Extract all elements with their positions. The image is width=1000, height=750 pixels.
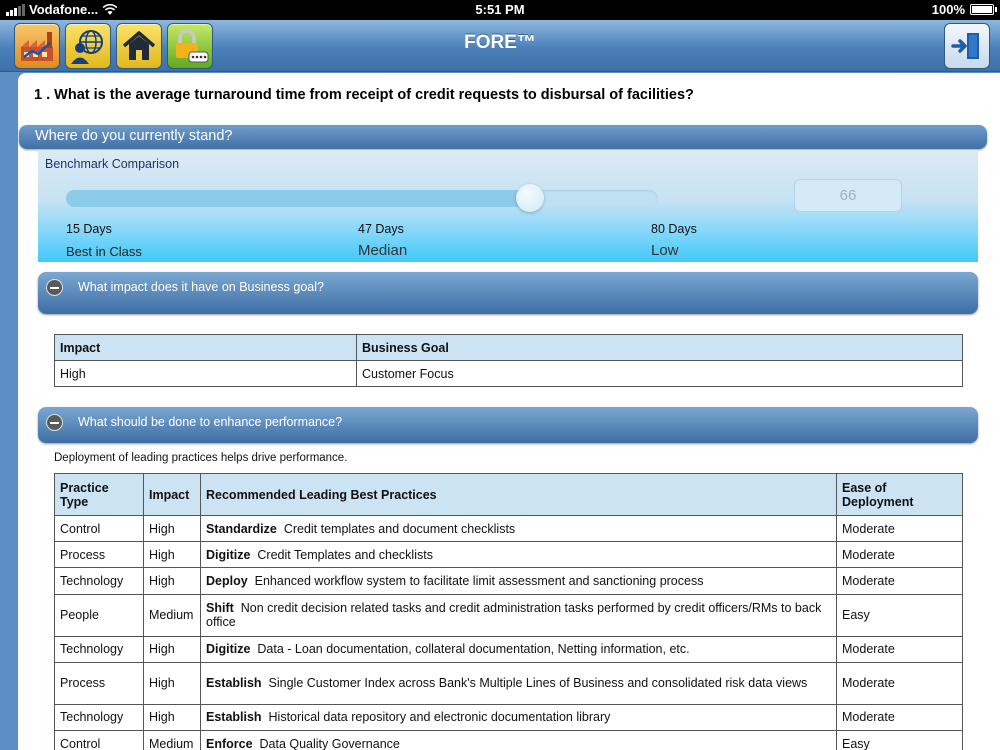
table-row [55,730,963,750]
impact-column-header: Impact [144,474,201,516]
practice-cell [201,594,837,636]
practice-cell [201,636,837,662]
app-title: FORE™ [464,32,536,53]
table-row [55,704,963,730]
practices-column-header: Recommended Leading Best Practices [201,474,837,516]
practice-description: Historical data repository and electronic documentation library [268,710,611,725]
ease-cell: Moderate [837,516,963,542]
practice-cell [201,704,837,730]
impact-cell: High [144,516,201,542]
battery-percent: 100% [931,2,965,17]
practice-action: Standardize [206,521,277,536]
practice-description: Enhanced workflow system to facilitate limit assessment and sanctioning process [254,573,704,588]
table-row [55,662,963,704]
median-label: Median [358,242,408,259]
table-row [55,568,963,594]
table-row [55,636,963,662]
practice-type-cell: Technology [55,568,144,594]
ease-column-header: Ease of Deployment [837,474,963,516]
table-row [55,361,963,387]
impact-cell: High [144,568,201,594]
benchmark-slider[interactable] [66,190,658,207]
ease-cell: Moderate [837,636,963,662]
current-stand-label: Where do you currently stand? [35,128,233,144]
collapse-icon[interactable] [46,414,63,431]
practice-description: Non credit decision related tasks and credit administration tasks performed by credit officers/RMs to back office [206,601,822,630]
battery-icon [970,4,994,15]
status-bar [0,0,1000,20]
practice-cell [201,730,837,750]
slider-thumb[interactable] [516,184,544,212]
impact-cell: High [55,361,357,387]
table-row [55,542,963,568]
impact-cell: High [144,704,201,730]
business-goal-cell: Customer Focus [357,361,963,387]
carrier-name: Vodafone... [29,2,99,17]
ease-cell: Moderate [837,542,963,568]
practice-action: Establish [206,676,262,691]
best-days-label: 15 Days [66,222,112,236]
best-in-class-label: Best in Class [66,244,142,259]
practice-description: Data - Loan documentation, collateral documentation, Netting information, etc. [257,642,690,657]
practice-type-cell: Technology [55,704,144,730]
practice-cell [201,568,837,594]
practice-action: Shift [206,601,234,616]
practice-description: Data Quality Governance [259,736,400,750]
exit-door-icon [950,29,984,63]
impact-table [54,334,963,387]
table-row [55,516,963,542]
impact-column-header: Impact [55,335,357,361]
question-text: 1 . What is the average turnaround time from receipt of credit requests to disbursal of facilities? [34,87,694,103]
ease-cell: Easy [837,730,963,750]
impact-cell: High [144,662,201,704]
practice-action: Enforce [206,736,253,750]
impact-cell: High [144,636,201,662]
practice-action: Establish [206,710,262,725]
ease-cell: Moderate [837,662,963,704]
ease-cell: Moderate [837,568,963,594]
practice-description: Credit Templates and checklists [257,547,433,562]
business-goal-column-header: Business Goal [357,335,963,361]
slider-fill [66,190,530,207]
practice-type-cell: Control [55,730,144,750]
practice-description: Single Customer Index across Bank's Multiple Lines of Business and consolidated risk data views [268,676,808,691]
deployment-note: Deployment of leading practices helps drive performance. [54,452,348,464]
practice-action: Deploy [206,573,248,588]
practice-type-column-header: Practice Type [55,474,144,516]
nav-bar [0,20,1000,72]
table-row [55,594,963,636]
low-label: Low [651,242,679,259]
impact-section-label: What impact does it have on Business goal? [78,280,324,294]
practice-cell [201,516,837,542]
benchmark-title: Benchmark Comparison [45,157,180,171]
benchmark-panel [38,150,978,262]
collapse-icon[interactable] [46,279,63,296]
practice-action: Digitize [206,642,251,657]
exit-button[interactable] [944,23,990,69]
median-days-label: 47 Days [358,222,404,236]
practice-description: Credit templates and document checklists [283,521,516,536]
practice-action: Digitize [206,547,251,562]
practice-type-cell: Process [55,662,144,704]
impact-cell: Medium [144,730,201,750]
practice-type-cell: People [55,594,144,636]
impact-cell: High [144,542,201,568]
impact-cell: Medium [144,594,201,636]
low-days-label: 80 Days [651,222,697,236]
practice-type-cell: Technology [55,636,144,662]
practice-cell [201,662,837,704]
ease-cell: Easy [837,594,963,636]
current-stand-header[interactable] [19,125,987,149]
practice-type-cell: Control [55,516,144,542]
enhance-section-label: What should be done to enhance performance? [78,415,343,429]
ease-cell: Moderate [837,704,963,730]
enhance-section-header[interactable] [38,407,978,443]
clock: 5:51 PM [475,2,525,17]
practices-table [54,473,963,750]
benchmark-value-field[interactable]: 66 [794,179,902,212]
impact-section-header[interactable] [38,272,978,314]
practice-type-cell: Process [55,542,144,568]
battery-status [932,2,994,17]
practice-cell [201,542,837,568]
